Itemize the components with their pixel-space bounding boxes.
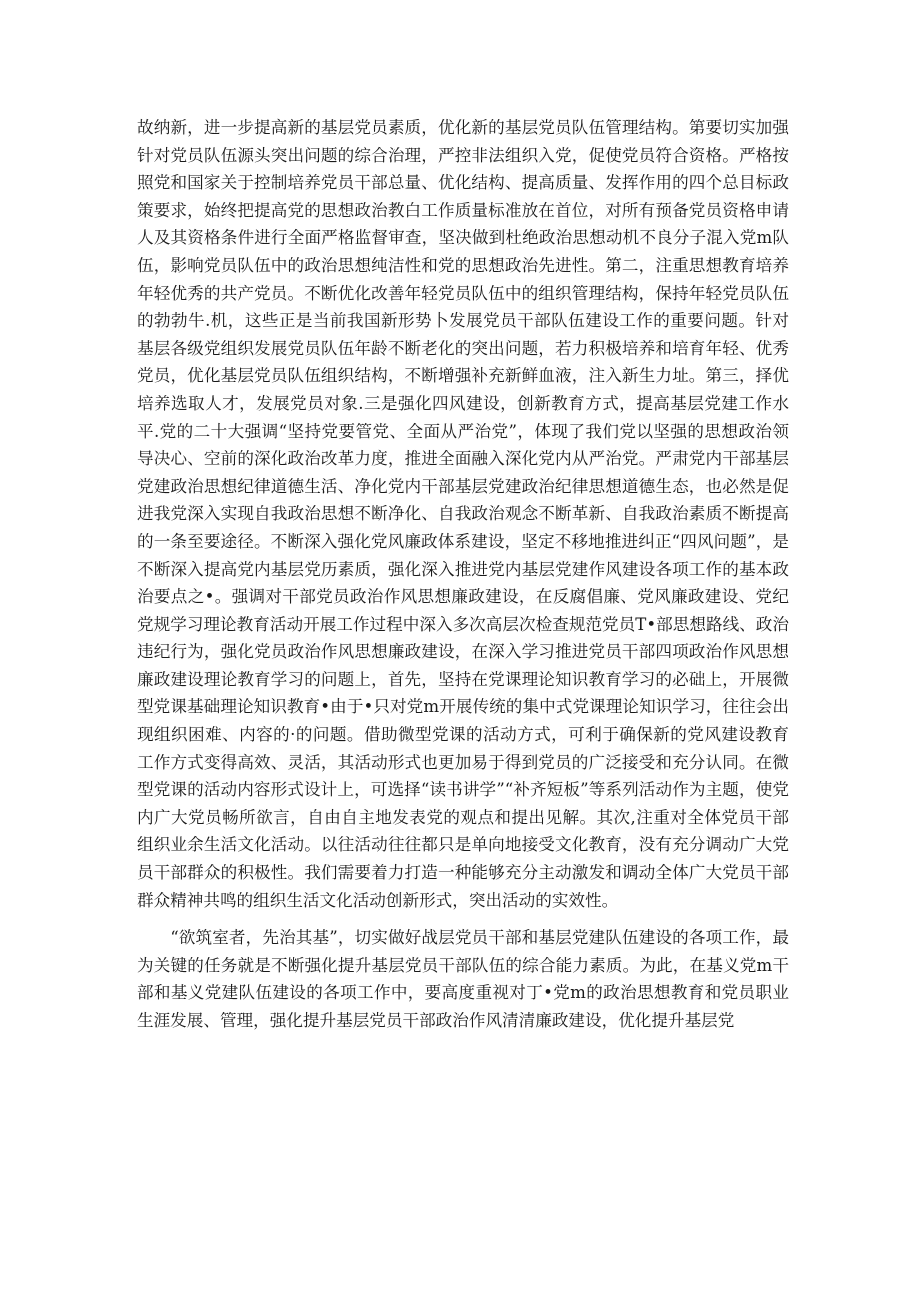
paragraph-1: 故纳新，进一步提高新的基层党员素质，优化新的基层党员队伍管理结构。第要切实加强针对党员队伍源头突出问题的综合治理，严控非法组织入党，促使党员符合资格。严格按照党和国家关于控制培养党员干部总量、优化结构、提高质量、发挥作用的四个总目标政策要求，始终把提高党的思想政治教白工作质量标准放在首位，对所有预备党员资格申请人及其资格条件进行全面严格监督审查，坚决做到杜绝政治思想动机不良分子混入党m队伍，影响党员队伍中的政治思想纯洁性和党的思想政治先进性。第二，注重思想教育培养年轻优秀的共产党员。不断优化改善年轻党员队伍中的组织管理结构，保持年轻党员队伍的勃勃牛.机，这些正是当前我国新形势卜发展党员干部队伍建设工作的重要问题。针对基层各级党组织发展党员队伍年龄不断老化的突出问题，若力积极培养和培育年轻、优秀党员，优化基层党员队伍组织结构，不断增强补充新鲜血液，注入新生力址。第三，择优培养选取人才，发展党员对象.三是强化四风建设，创新教育方式，提高基层党建工作水平.党的二十大强调“坚持党要管党、全面从严治党”，体现了我们党以坚强的思想政治领导决心、空前的深化政治改革力度，推进全面融入深化党内从严治党。严肃党内干部基层党建政治思想纪律道德生活、净化党内干部基层党建政治纪律思想道德生态，也必然是促进我党深入实现自我政治思想不断净化、自我政治观念不断革新、自我政治素质不断提高的一条至要途径。不断深入强化党风廉政体系建设，坚定不移地推进纠正“四风问题”，是不断深入提高党内基层党历素质，强化深入推进党内基层党建作风建设各项工作的基本政治要点之•。强调对干部党员政治作风思想廉政建设，在反腐倡廉、党风廉政建设、党纪党规学习理论教育活动开展工作过程中深入多次高层次检查规范党员T•部思想路线、政治违纪行为，强化党员政治作风思想廉政建设，在深入学习推进党员干部四项政治作风思想廉政建设理论教育学习的问题上，首先，坚持在党课理论知识教育学习的必础上，开展微型党课基础理论知识教育•由于•只对党m开展传统的集中式党课理论知识学习，往往会出现组织困难、内容的·的问题。借助微型党课的活动方式，可利于确保新的党风建设教育工作方式变得高效、灵活，其活动形式也更加易于得到党员的广泛接受和充分认同。在微型党课的活动内容形式设计上，可选择“读书讲学”“补齐短板”等系列活动作为主题，使党内广大党员畅所欲言，自由自主地发表党的观点和提出见解。其次,注重对全体党员干部组织业余生活文化活动。以往活动往往都只是单向地接受文化教育，没有充分调动广大党员干部群众的积极性。我们需要着力打造一种能够充分主动激发和调动全体广大党员干部群众精神共鸣的组织生活文化活动创新形式，突出活动的实效性。: [137, 118, 789, 910]
paragraph-2: “欲筑室者，先治其基”，切实做好战层党员干部和基层党建队伍建设的各项工作，最为关键的任务就是不断强化提升基层党员干部队伍的综合能力素质。为此，在基义党m干部和基义党建队伍建设的各项工作中，要高度重视对丁•党m的政治思想教育和党员职业生涯发展、管理，强化提升基层党员干部政治作风清清廉政建设，优化提升基层党: [137, 928, 789, 1030]
document-body: [137, 114, 789, 1035]
